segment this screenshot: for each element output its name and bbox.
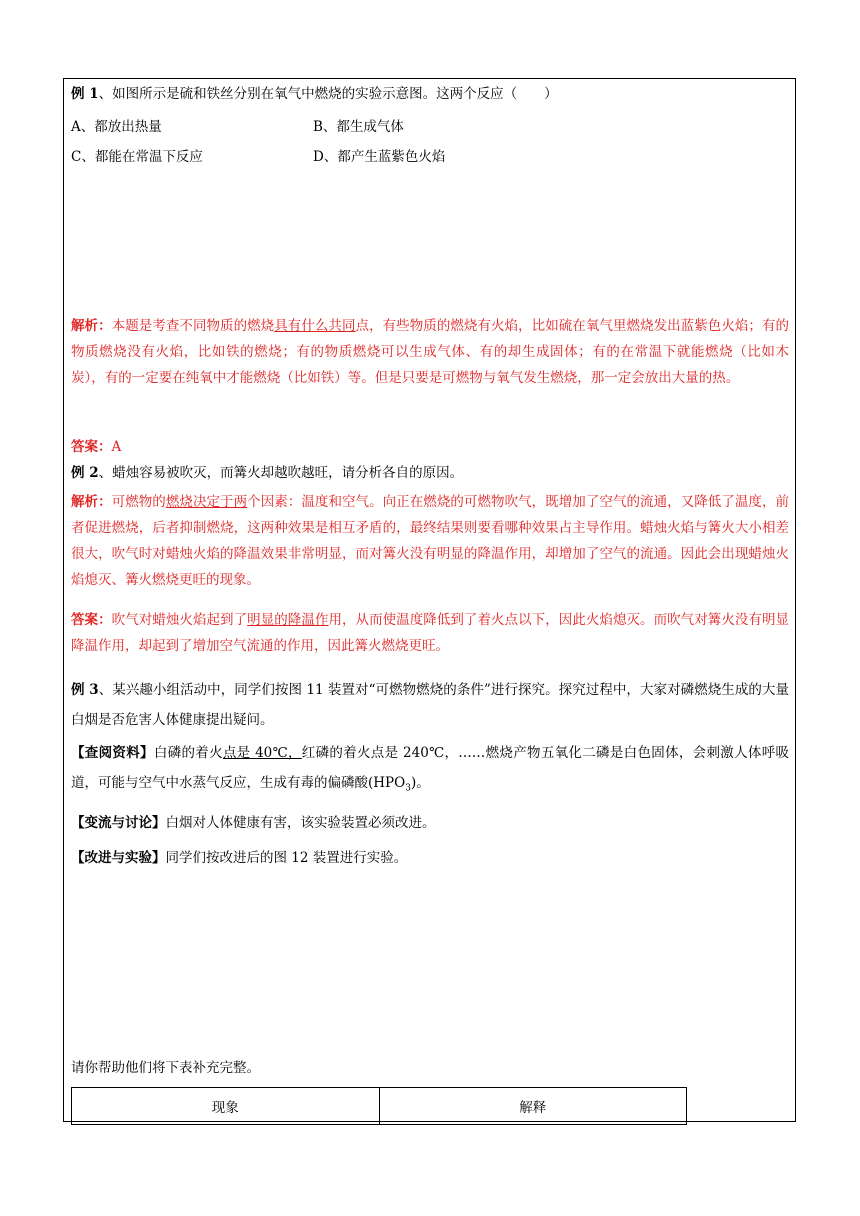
reference-label: 【查阅资料】: [71, 745, 154, 761]
subscript: 3: [405, 783, 411, 794]
analysis-text-cont: 个因素：温度和空气。向正在燃烧的可燃物吹气，既增加了空气的流通，又降低了温度，前者促进燃烧，后者抑制燃烧，这两种效果是相互矛盾的，最终结果则要看哪种效果占主导作用。蜡烛火焰与篝火大小相差很大，吹气时对蜡烛火焰的降温效果非常明显，而对篝火没有明显的降温作用，却增加了空气的流通。因此会出现蜡烛火焰熄灭、篝火燃烧更旺的现象。: [71, 494, 790, 588]
answer-text: 吹气对蜡烛火焰起到了: [111, 612, 248, 628]
example-1-analysis: [71, 313, 789, 391]
example-3-text: 、某兴趣小组活动中，同学们按图 11 装置对“可燃物燃烧的条件”进行探究。探究过程中，大家对磷燃烧生成的大量白烟是否危害人体健康提出疑问。: [71, 682, 790, 728]
example-1-answer: [71, 437, 121, 457]
analysis-label: 解析：: [71, 318, 112, 334]
reference-info: [71, 738, 789, 804]
table-header-row: [72, 1088, 687, 1125]
example-1-question: [71, 84, 558, 104]
answer-label: 答案：: [71, 612, 112, 628]
example-2-question: [71, 463, 463, 483]
analysis-text-cont: 点，有些物质的燃烧有火焰，比如硫在氧气里燃烧发出蓝紫色火焰；有的物质燃烧没有火焰，比如铁的燃烧；有的物质燃烧可以生成气体、有的却生成固体；有的在常温下就能燃烧（比如木炭），有的一定要在纯氧中才能燃烧（比如铁）等。但是只要是可燃物与氧气发生燃烧，那一定会放出大量的热。: [71, 318, 790, 386]
reference-text-cont: 红磷的着火点是 240℃，……燃烧产物五氧化二磷是白色固体，会刺激人体呼吸道，可能与空气中水蒸气反应，生成有毒的偏磷酸(HPO: [71, 745, 790, 791]
example-2-text: 、蜡烛容易被吹灭，而篝火却越吹越旺，请分析各自的原因。: [98, 465, 464, 481]
example-3-intro: [71, 675, 789, 735]
analysis-text: 可燃物的: [111, 494, 166, 510]
discussion-text: 白烟对人体健康有害，该实验装置必须改进。: [165, 815, 436, 831]
example-3-label: 例 3: [71, 682, 99, 698]
option-c: C、都能在常温下反应: [71, 149, 203, 165]
answer-text-cont: 用，从而使温度降低到了着火点以下，因此火焰熄灭。而吹气对篝火没有明显降温作用，却起到了增加空气流通的作用，因此篝火燃烧更旺。: [71, 612, 790, 654]
analysis-label: 解析：: [71, 494, 112, 510]
table-prompt: 请你帮助他们将下表补充完整。: [71, 1060, 260, 1076]
answer-label: 答案：: [71, 439, 112, 455]
analysis-underlined: 具有什么共同: [274, 318, 356, 334]
header-explanation: 解释: [379, 1088, 687, 1125]
option-d: D、都产生蓝紫色火焰: [313, 149, 446, 165]
example-1-label: 例 1: [71, 86, 99, 102]
header-phenomenon: 现象: [72, 1088, 380, 1125]
reference-underlined: 点是 40℃，: [222, 745, 302, 761]
option-a: A、都放出热量: [71, 119, 162, 135]
answer-value: A: [111, 439, 122, 455]
result-table: [71, 1087, 687, 1125]
option-b: B、都生成气体: [313, 119, 404, 135]
discussion-label: 【变流与讨论】: [71, 815, 166, 831]
answer-underlined: 明显的降温作: [247, 612, 329, 628]
analysis-text: 本题是考查不同物质的燃烧: [111, 318, 275, 334]
content-frame: [63, 78, 796, 1122]
example-2-label: 例 2: [71, 465, 99, 481]
example-2-answer: [71, 607, 789, 659]
example-1-text: 、如图所示是硫和铁丝分别在氧气中燃烧的实验示意图。这两个反应（ ）: [98, 86, 558, 102]
example-2-analysis: [71, 489, 789, 593]
analysis-underlined: 燃烧决定于两: [165, 494, 248, 510]
discussion: [71, 813, 436, 833]
improvement: [71, 848, 407, 868]
reference-text: 白磷的着火: [153, 745, 223, 761]
reference-text-end: )。: [410, 775, 430, 791]
improvement-text: 同学们按改进后的图 12 装置进行实验。: [165, 850, 408, 866]
improvement-label: 【改进与实验】: [71, 850, 166, 866]
